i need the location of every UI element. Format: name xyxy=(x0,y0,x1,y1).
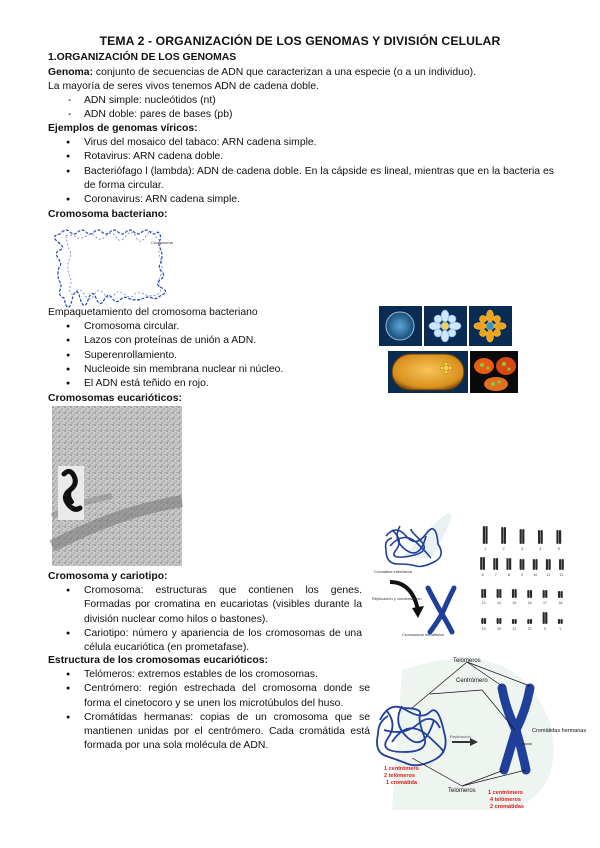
chromatin-condensation-figure xyxy=(372,518,464,638)
list-item: ● Coronavirus: ARN cadena simple. xyxy=(48,193,554,207)
karyotype-chromosome xyxy=(527,590,532,598)
karyotype-chromosome xyxy=(520,529,525,544)
karyotype-number: 8 xyxy=(507,573,510,577)
figure-label: Cromosoma metafásico xyxy=(402,632,445,637)
karyotype-number: 12 xyxy=(559,573,564,577)
list-item: - ADN simple: nucleótidos (nt) xyxy=(48,94,548,108)
karyotype-chromosome xyxy=(546,559,551,570)
karyotype-chromosome xyxy=(558,619,563,624)
empaquetamiento-list xyxy=(48,320,368,391)
karyotype-chromosome xyxy=(506,558,511,570)
figure-label: 1 centrómero xyxy=(488,790,523,796)
karyotype-chromosome xyxy=(481,618,486,624)
eukaryotic-chromosome-micrograph xyxy=(52,406,182,566)
karyotype-number: 6 xyxy=(481,573,484,577)
karyotype-number: 2 xyxy=(502,547,505,551)
chromosome-structure-figure xyxy=(372,650,587,810)
figure-label: 2 cromátidas xyxy=(490,804,524,810)
viricos-heading: Ejemplos de genomas víricos: xyxy=(48,123,198,134)
karyotype-number: 19 xyxy=(481,627,486,631)
karyotype-chromosome xyxy=(527,619,532,624)
karyotype-chromosome xyxy=(480,557,485,570)
karyotype-number: 21 xyxy=(512,627,517,631)
list-item: ● Rotavirus: ARN cadena doble. xyxy=(48,150,554,164)
karyotype-number: 10 xyxy=(533,573,538,577)
list-item: ● Cariotipo: número y apariencia de los cromosomas de una célula eucariótica (en prometafase). xyxy=(48,627,362,656)
karyotype-chromosome xyxy=(497,589,502,598)
karyotype-chromosome xyxy=(483,526,488,544)
list-item: ● Cromosoma: estructuras que contienen los genes. Formadas por cromatina en eucariotas (visibles durante la división nuclear como hilos o bastones). xyxy=(48,584,362,627)
bacteriano-heading: Cromosoma bacteriano: xyxy=(48,209,168,220)
karyotype-number: 13 xyxy=(481,601,486,605)
karyotype-number: 5 xyxy=(557,547,560,551)
figure-label: 1 centrómero xyxy=(384,766,419,772)
section-heading: 1.ORGANIZACIÓN DE LOS GENOMAS xyxy=(48,52,237,63)
figure-label: Cromatina interfásica xyxy=(374,569,412,574)
karyotype-chromosome xyxy=(481,589,486,598)
karyotype-number: 22 xyxy=(527,627,532,631)
karyotype-number: 4 xyxy=(539,547,542,551)
karyotype-number: 1 xyxy=(484,547,487,551)
list-item: - ADN doble: pares de bases (pb) xyxy=(48,108,548,122)
karyotype-figure xyxy=(472,522,568,634)
karyotype-number: X xyxy=(543,627,547,631)
eucarioticos-heading: Cromosomas eucarióticos: xyxy=(48,393,182,404)
karyotype-chromosome xyxy=(543,612,548,624)
figure-label: Telómeros xyxy=(448,788,476,794)
figure-label: 1 cromátida xyxy=(386,780,417,786)
karyotype-chromosome xyxy=(533,559,538,570)
karyotype-number: 7 xyxy=(494,573,497,577)
estructura-list xyxy=(48,668,370,754)
karyotype-chromosome xyxy=(538,530,543,544)
karyotype-number: 14 xyxy=(497,601,501,605)
empaquetamiento-heading: Empaquetamiento del cromosoma bacteriano xyxy=(48,307,258,318)
karyotype-chromosome xyxy=(543,590,548,598)
karyotype-number: 11 xyxy=(546,573,551,577)
estructura-heading: Estructura de los cromosomas eucarióticos: xyxy=(48,655,269,666)
cariotipo-list xyxy=(48,584,362,655)
list-item: ● Virus del mosaico del tabaco: ARN cadena simple. xyxy=(48,136,554,150)
karyotype-chromosome xyxy=(512,589,517,598)
karyotype-chromosome xyxy=(559,559,564,570)
figure-label: Cromosoma xyxy=(151,240,173,245)
list-item: ● Bacteriófago l (lambda): ADN de cadena doble. En la cápside es lineal, mientras que en la bacteria es de forma circular. xyxy=(48,165,554,194)
list-item: ● El ADN está teñido en rojo. xyxy=(48,377,368,391)
bacterial-chromosome-figure xyxy=(52,224,172,304)
karyotype-number: 3 xyxy=(521,547,523,551)
figure-label: 4 telómeros xyxy=(490,797,521,803)
figure-label: Telómeros xyxy=(453,658,481,664)
figure-label xyxy=(532,728,586,734)
karyotype-number: 20 xyxy=(497,627,501,631)
genoma-definition xyxy=(48,66,476,80)
genoma-list xyxy=(48,94,548,123)
figure-label: Replicación y condensación xyxy=(372,596,422,601)
figure-label: Cromátidas hermanas xyxy=(532,728,587,734)
karyotype-number: Y xyxy=(559,627,562,631)
list-item: ● Cromátidas hermanas: copias de un cromosoma que se mantienen unidas por el centrómero. Cada cromátida está formada por una sola molécula de ADN. xyxy=(48,711,370,754)
list-item: ● Nucleoide sin membrana nuclear ni núcleo. xyxy=(48,363,368,377)
figure-label: Centrómero xyxy=(456,678,488,684)
genoma-term: Genoma: xyxy=(48,67,94,78)
karyotype-chromosome xyxy=(501,527,506,544)
page-title: TEMA 2 - ORGANIZACIÓN DE LOS GENOMAS Y DIVISIÓN CELULAR xyxy=(99,34,501,48)
karyotype-number: 16 xyxy=(527,601,532,605)
list-item: ● Centrómero: región estrechada del cromosoma donde se forma el cinetocoro y se unen los microtúbulos del huso. xyxy=(48,682,370,711)
cariotipo-heading: Cromosoma y cariotipo: xyxy=(48,571,168,582)
viricos-list xyxy=(48,136,554,207)
list-item: ● Telómeros: extremos estables de los cromosomas. xyxy=(48,668,370,682)
list-item: ● Cromosoma circular. xyxy=(48,320,368,334)
list-item: ● Superenrollamiento. xyxy=(48,349,368,363)
figure-label: Replicación xyxy=(450,734,471,739)
nucleoid-micrographs xyxy=(378,306,520,394)
karyotype-chromosome xyxy=(558,591,563,598)
karyotype-chromosome xyxy=(497,618,502,624)
karyotype-chromosome xyxy=(512,619,517,624)
karyotype-number: 9 xyxy=(521,573,523,577)
karyotype-number: 18 xyxy=(558,601,563,605)
karyotype-number: 17 xyxy=(543,601,547,605)
list-item: ● Lazos con proteínas de unión a ADN. xyxy=(48,334,368,348)
genoma-line2: La mayoría de seres vivos tenemos ADN de cadena doble. xyxy=(48,81,319,92)
karyotype-chromosome xyxy=(493,558,498,570)
karyotype-chromosome xyxy=(520,559,525,570)
genoma-def: conjunto de secuencias de ADN que caracterizan a una especie (o a un individuo). xyxy=(93,67,477,78)
karyotype-number: 15 xyxy=(512,601,517,605)
karyotype-chromosome xyxy=(556,530,561,544)
figure-label: 2 telómeros xyxy=(384,773,415,779)
